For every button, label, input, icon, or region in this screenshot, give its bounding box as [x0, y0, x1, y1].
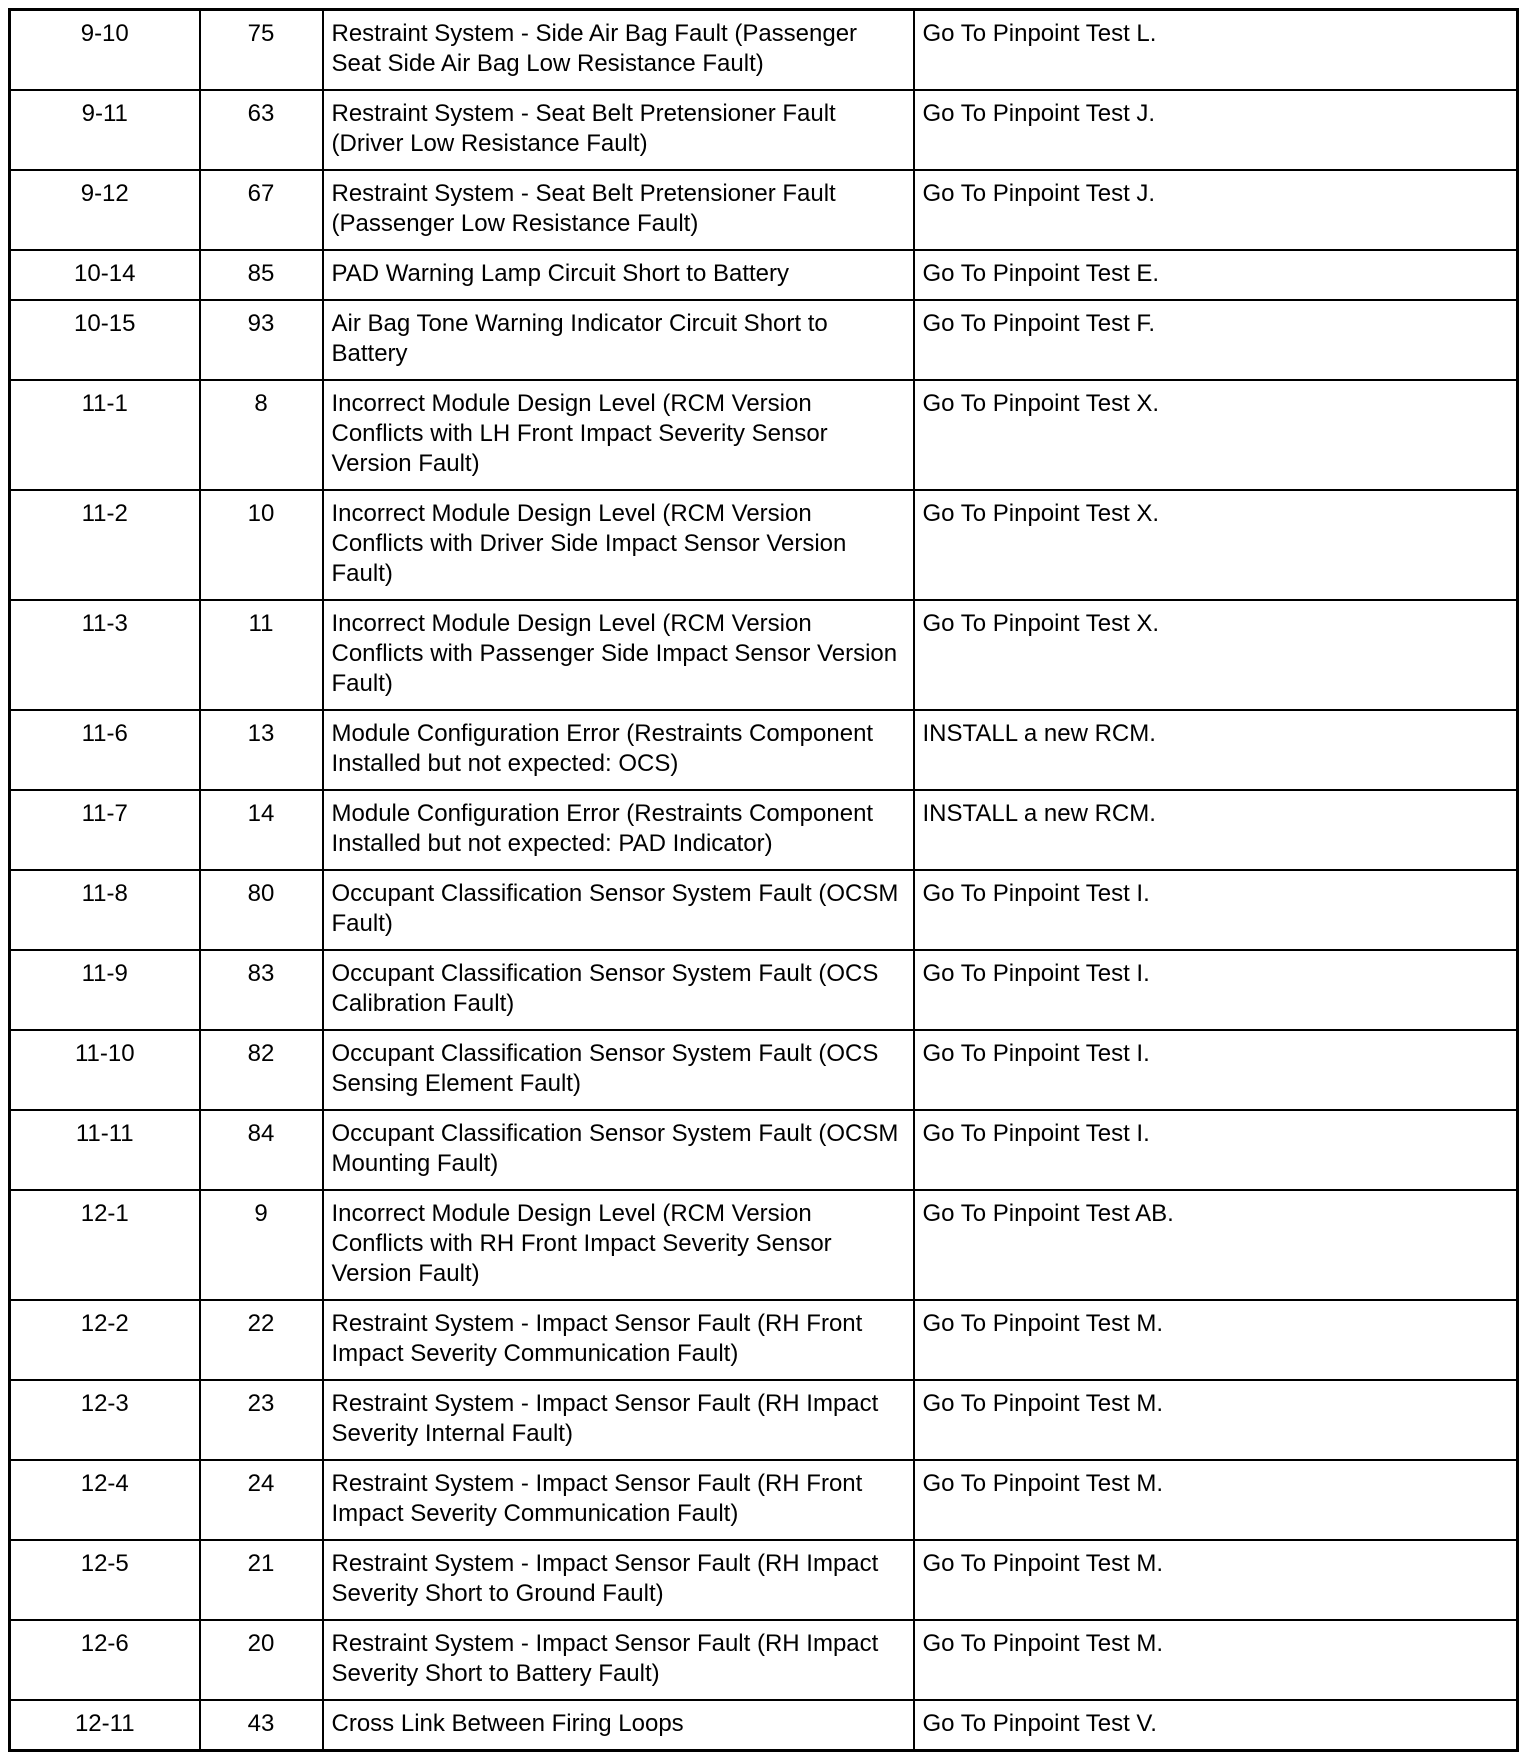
description-cell: Module Configuration Error (Restraints Component Installed but not expected: OCS)	[323, 710, 914, 790]
table-row	[10, 380, 1518, 490]
description-cell: Restraint System - Impact Sensor Fault (RH Impact Severity Internal Fault)	[323, 1380, 914, 1460]
description-cell: Occupant Classification Sensor System Fault (OCS Calibration Fault)	[323, 950, 914, 1030]
flash-code-cell: 11-1	[10, 380, 200, 490]
table-row	[10, 1540, 1518, 1620]
action-cell: Go To Pinpoint Test I.	[914, 1110, 1518, 1190]
action-cell: Go To Pinpoint Test J.	[914, 90, 1518, 170]
code-cell: 83	[200, 950, 323, 1030]
code-cell: 23	[200, 1380, 323, 1460]
flash-code-cell: 12-2	[10, 1300, 200, 1380]
table-row	[10, 1110, 1518, 1190]
table-row	[10, 1190, 1518, 1300]
table-row	[10, 90, 1518, 170]
table-row	[10, 790, 1518, 870]
code-cell: 22	[200, 1300, 323, 1380]
description-cell: Air Bag Tone Warning Indicator Circuit Short to Battery	[323, 300, 914, 380]
action-cell: Go To Pinpoint Test J.	[914, 170, 1518, 250]
action-cell: Go To Pinpoint Test F.	[914, 300, 1518, 380]
table-row	[10, 710, 1518, 790]
flash-code-cell: 12-4	[10, 1460, 200, 1540]
action-cell: Go To Pinpoint Test E.	[914, 250, 1518, 300]
action-cell: Go To Pinpoint Test X.	[914, 600, 1518, 710]
table-row	[10, 170, 1518, 250]
flash-code-cell: 11-8	[10, 870, 200, 950]
flash-code-cell: 11-9	[10, 950, 200, 1030]
action-cell: Go To Pinpoint Test V.	[914, 1700, 1518, 1751]
fault-code-table	[8, 8, 1519, 1752]
table-row	[10, 1460, 1518, 1540]
table-row	[10, 300, 1518, 380]
description-cell: Incorrect Module Design Level (RCM Version Conflicts with Driver Side Impact Sensor Version Fault)	[323, 490, 914, 600]
description-cell: Restraint System - Impact Sensor Fault (RH Impact Severity Short to Battery Fault)	[323, 1620, 914, 1700]
action-cell: INSTALL a new RCM.	[914, 710, 1518, 790]
code-cell: 10	[200, 490, 323, 600]
action-cell: Go To Pinpoint Test M.	[914, 1380, 1518, 1460]
flash-code-cell: 12-6	[10, 1620, 200, 1700]
description-cell: Restraint System - Impact Sensor Fault (RH Front Impact Severity Communication Fault)	[323, 1460, 914, 1540]
description-cell: Occupant Classification Sensor System Fault (OCSM Mounting Fault)	[323, 1110, 914, 1190]
code-cell: 24	[200, 1460, 323, 1540]
action-cell: Go To Pinpoint Test M.	[914, 1460, 1518, 1540]
code-cell: 11	[200, 600, 323, 710]
description-cell: Restraint System - Seat Belt Pretensioner Fault (Passenger Low Resistance Fault)	[323, 170, 914, 250]
table-row	[10, 250, 1518, 300]
action-cell: Go To Pinpoint Test X.	[914, 380, 1518, 490]
action-cell: Go To Pinpoint Test M.	[914, 1540, 1518, 1620]
code-cell: 63	[200, 90, 323, 170]
table-row	[10, 490, 1518, 600]
code-cell: 67	[200, 170, 323, 250]
fault-code-table-body	[10, 10, 1518, 1751]
code-cell: 8	[200, 380, 323, 490]
table-row	[10, 1700, 1518, 1751]
table-row	[10, 600, 1518, 710]
table-row	[10, 950, 1518, 1030]
flash-code-cell: 11-10	[10, 1030, 200, 1110]
flash-code-cell: 10-15	[10, 300, 200, 380]
description-cell: Cross Link Between Firing Loops	[323, 1700, 914, 1751]
flash-code-cell: 9-12	[10, 170, 200, 250]
action-cell: Go To Pinpoint Test I.	[914, 870, 1518, 950]
action-cell: Go To Pinpoint Test I.	[914, 950, 1518, 1030]
code-cell: 82	[200, 1030, 323, 1110]
description-cell: PAD Warning Lamp Circuit Short to Battery	[323, 250, 914, 300]
flash-code-cell: 12-11	[10, 1700, 200, 1751]
flash-code-cell: 11-2	[10, 490, 200, 600]
description-cell: Restraint System - Impact Sensor Fault (RH Impact Severity Short to Ground Fault)	[323, 1540, 914, 1620]
table-row	[10, 1380, 1518, 1460]
code-cell: 85	[200, 250, 323, 300]
action-cell: Go To Pinpoint Test I.	[914, 1030, 1518, 1110]
flash-code-cell: 9-10	[10, 10, 200, 91]
flash-code-cell: 12-3	[10, 1380, 200, 1460]
table-row	[10, 870, 1518, 950]
code-cell: 43	[200, 1700, 323, 1751]
action-cell: Go To Pinpoint Test M.	[914, 1300, 1518, 1380]
code-cell: 9	[200, 1190, 323, 1300]
flash-code-cell: 12-5	[10, 1540, 200, 1620]
code-cell: 93	[200, 300, 323, 380]
code-cell: 80	[200, 870, 323, 950]
description-cell: Occupant Classification Sensor System Fault (OCS Sensing Element Fault)	[323, 1030, 914, 1110]
code-cell: 20	[200, 1620, 323, 1700]
description-cell: Incorrect Module Design Level (RCM Version Conflicts with LH Front Impact Severity Sensor Version Fault)	[323, 380, 914, 490]
code-cell: 13	[200, 710, 323, 790]
flash-code-cell: 11-11	[10, 1110, 200, 1190]
description-cell: Restraint System - Side Air Bag Fault (Passenger Seat Side Air Bag Low Resistance Fault)	[323, 10, 914, 91]
action-cell: Go To Pinpoint Test L.	[914, 10, 1518, 91]
flash-code-cell: 11-3	[10, 600, 200, 710]
description-cell: Restraint System - Seat Belt Pretensioner Fault (Driver Low Resistance Fault)	[323, 90, 914, 170]
action-cell: INSTALL a new RCM.	[914, 790, 1518, 870]
table-row	[10, 1620, 1518, 1700]
flash-code-cell: 11-6	[10, 710, 200, 790]
code-cell: 14	[200, 790, 323, 870]
code-cell: 21	[200, 1540, 323, 1620]
description-cell: Restraint System - Impact Sensor Fault (RH Front Impact Severity Communication Fault)	[323, 1300, 914, 1380]
table-row	[10, 1030, 1518, 1110]
description-cell: Incorrect Module Design Level (RCM Version Conflicts with Passenger Side Impact Sensor Version Fault)	[323, 600, 914, 710]
description-cell: Module Configuration Error (Restraints Component Installed but not expected: PAD Indicator)	[323, 790, 914, 870]
action-cell: Go To Pinpoint Test AB.	[914, 1190, 1518, 1300]
table-row	[10, 10, 1518, 91]
code-cell: 84	[200, 1110, 323, 1190]
table-row	[10, 1300, 1518, 1380]
description-cell: Occupant Classification Sensor System Fault (OCSM Fault)	[323, 870, 914, 950]
flash-code-cell: 11-7	[10, 790, 200, 870]
flash-code-cell: 9-11	[10, 90, 200, 170]
flash-code-cell: 10-14	[10, 250, 200, 300]
action-cell: Go To Pinpoint Test X.	[914, 490, 1518, 600]
action-cell: Go To Pinpoint Test M.	[914, 1620, 1518, 1700]
flash-code-cell: 12-1	[10, 1190, 200, 1300]
description-cell: Incorrect Module Design Level (RCM Version Conflicts with RH Front Impact Severity Sensor Version Fault)	[323, 1190, 914, 1300]
code-cell: 75	[200, 10, 323, 91]
